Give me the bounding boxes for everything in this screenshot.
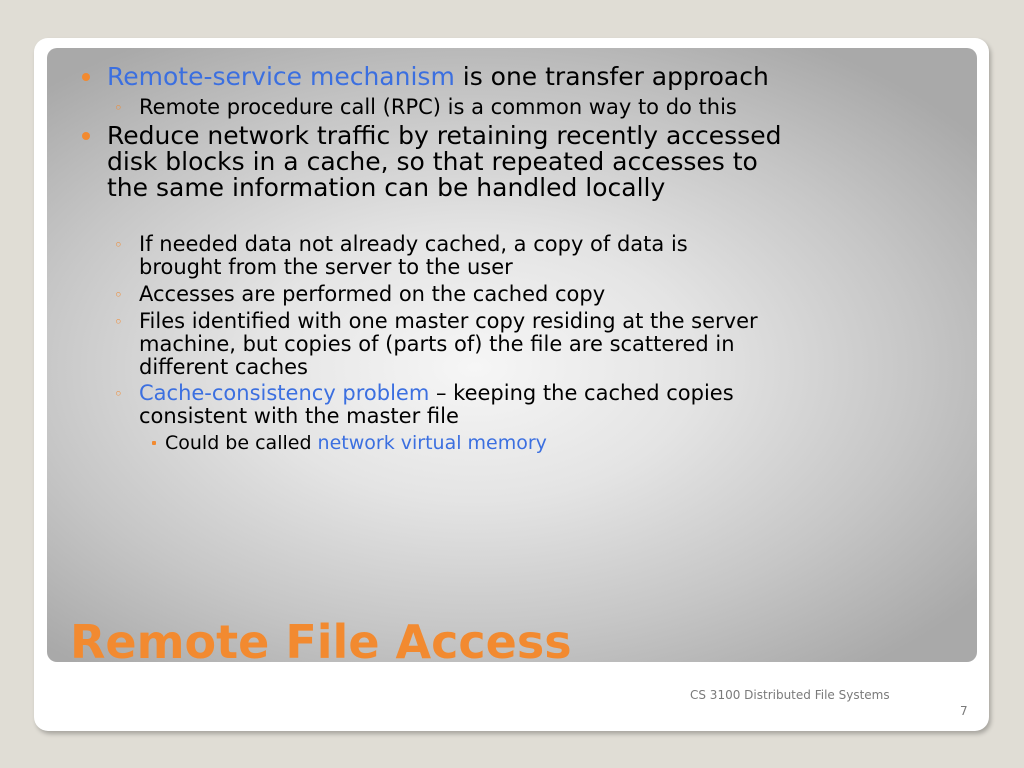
bullet-ring-icon: ◦ <box>114 313 123 331</box>
slide-title: Remote File Access <box>70 615 572 669</box>
bullet-square-icon <box>152 441 156 445</box>
highlight-cache-consistency: Cache-consistency problem <box>139 381 430 405</box>
sub-bullet-files-line1: Files identified with one master copy residing at the server <box>139 309 758 333</box>
bullet-ring-icon: ◦ <box>114 385 123 403</box>
bullet-reduce-line3: the same information can be handled locally <box>107 173 666 202</box>
bullet-remote-service <box>107 64 769 90</box>
highlight-network-vm: network virtual memory <box>317 432 547 454</box>
bullet-dot-icon <box>82 73 90 81</box>
bullet-text: – keeping the cached copies <box>429 381 734 405</box>
sub-bullet-accesses: Accesses are performed on the cached copy <box>139 282 606 306</box>
sub-bullet-rpc: Remote procedure call (RPC) is a common way to do this <box>139 95 737 119</box>
sub-bullet-needed-line2: brought from the server to the user <box>139 255 513 279</box>
sub-bullet-cache-consistency <box>139 382 734 405</box>
footer-course: CS 3100 Distributed File Systems <box>690 688 890 702</box>
bullet-reduce-line1: Reduce network traffic by retaining recently accessed <box>107 121 782 150</box>
bullet-ring-icon: ◦ <box>114 286 123 304</box>
bullet-dot-icon <box>82 132 90 140</box>
sub-sub-bullet-network-vm <box>165 432 547 454</box>
sub-bullet-cache-consistency-line2: consistent with the master file <box>139 404 459 428</box>
page-number: 7 <box>960 704 968 718</box>
bullet-text: Could be called <box>165 432 318 454</box>
bullet-ring-icon: ◦ <box>114 99 123 117</box>
bullet-ring-icon: ◦ <box>114 236 123 254</box>
bullet-text: is one transfer approach <box>454 62 769 91</box>
highlight-remote-service: Remote-service mechanism <box>107 62 455 91</box>
sub-bullet-needed-line1: If needed data not already cached, a copy of data is <box>139 232 688 256</box>
sub-bullet-files-line2: machine, but copies of (parts of) the file are scattered in <box>139 332 735 356</box>
sub-bullet-files-line3: different caches <box>139 355 308 379</box>
bullet-reduce-line2: disk blocks in a cache, so that repeated accesses to <box>107 147 758 176</box>
